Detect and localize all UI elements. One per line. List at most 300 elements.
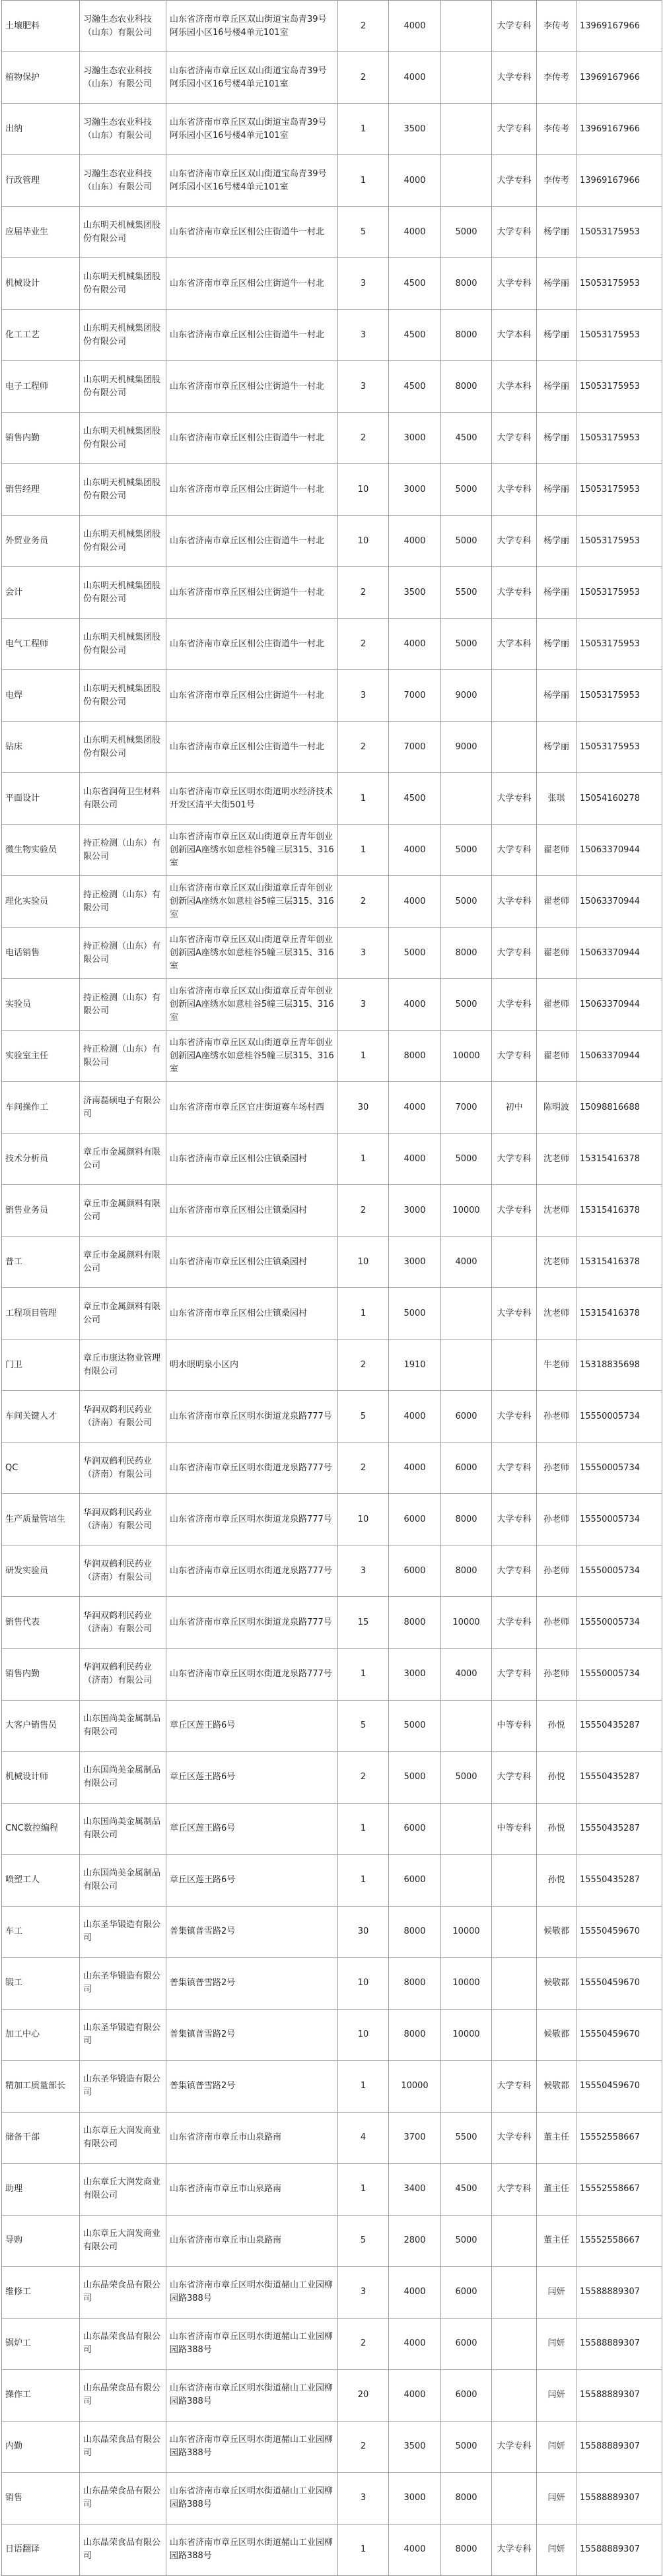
- contact-cell: 孙悦: [537, 1854, 576, 1906]
- salary-max-cell: 9000: [441, 722, 492, 773]
- table-row: [2, 2524, 662, 2575]
- address-cell: 章丘区莲王路6号: [166, 1751, 338, 1803]
- contact-cell: 孙悦: [537, 1700, 576, 1751]
- address-cell: 山东省济南市章丘市山泉路南: [166, 2163, 338, 2215]
- phone-cell: 15550459670: [576, 2060, 662, 2112]
- salary-max-cell: 4000: [441, 1648, 492, 1700]
- salary-max-cell: 5000: [441, 979, 492, 1031]
- headcount-cell: 2: [338, 1442, 389, 1494]
- company-cell: 章丘市金属颜料有限公司: [80, 1288, 166, 1339]
- education-cell: 大学专科: [492, 1134, 537, 1185]
- headcount-cell: 3: [338, 310, 389, 361]
- salary-min-cell: 4000: [389, 619, 441, 670]
- education-cell: [492, 2009, 537, 2060]
- contact-cell: 孙老师: [537, 1648, 576, 1700]
- salary-min-cell: 6000: [389, 1545, 441, 1597]
- company-cell: 山东国尚美金属制品有限公司: [80, 1803, 166, 1854]
- table-row: [2, 670, 662, 722]
- headcount-cell: 5: [338, 2215, 389, 2266]
- headcount-cell: 5: [338, 1391, 389, 1442]
- company-cell: 华润双鹤利民药业（济南）有限公司: [80, 1597, 166, 1648]
- phone-cell: 13969167966: [576, 155, 662, 207]
- table-row: [2, 928, 662, 979]
- company-cell: 济南磊硕电子有限公司: [80, 1082, 166, 1134]
- contact-cell: 闫妍: [537, 2266, 576, 2318]
- phone-cell: 15098816688: [576, 1082, 662, 1134]
- phone-cell: 15053175953: [576, 207, 662, 258]
- company-cell: 山东明天机械集团股份有限公司: [80, 722, 166, 773]
- job-title-cell: 销售代表: [2, 1597, 80, 1648]
- contact-cell: 杨学丽: [537, 361, 576, 413]
- salary-max-cell: 5000: [441, 2421, 492, 2472]
- address-cell: 山东省济南市章丘区相公庄镇桑园村: [166, 1288, 338, 1339]
- address-cell: 山东省济南市章丘区相公庄镇桑园村: [166, 1185, 338, 1237]
- headcount-cell: 5: [338, 207, 389, 258]
- phone-cell: 15550435287: [576, 1751, 662, 1803]
- phone-cell: 15053175953: [576, 619, 662, 670]
- salary-max-cell: 6000: [441, 2369, 492, 2421]
- job-title-cell: 锻工: [2, 1957, 80, 2009]
- address-cell: 山东省济南市章丘区相公庄街道牛一村北: [166, 258, 338, 310]
- table-row: [2, 876, 662, 928]
- salary-max-cell: 8000: [441, 1545, 492, 1597]
- phone-cell: 13969167966: [576, 104, 662, 155]
- company-cell: 山东章丘大润发商业有限公司: [80, 2215, 166, 2266]
- company-cell: 习瀚生态农业科技（山东）有限公司: [80, 52, 166, 104]
- address-cell: 山东省济南市章丘区明水街道龙泉路777号: [166, 1391, 338, 1442]
- job-title-cell: 电子工程师: [2, 361, 80, 413]
- headcount-cell: 10: [338, 1957, 389, 2009]
- salary-max-cell: 7000: [441, 1082, 492, 1134]
- phone-cell: 15550435287: [576, 1803, 662, 1854]
- table-row: [2, 1494, 662, 1545]
- phone-cell: 15315416378: [576, 1237, 662, 1288]
- table-row: [2, 464, 662, 516]
- salary-min-cell: 4000: [389, 1082, 441, 1134]
- company-cell: 章丘市金属颜料有限公司: [80, 1134, 166, 1185]
- salary-max-cell: 4500: [441, 413, 492, 464]
- job-title-cell: 车工: [2, 1906, 80, 1957]
- salary-min-cell: 3000: [389, 1237, 441, 1288]
- company-cell: 山东晶荣食品有限公司: [80, 2524, 166, 2575]
- phone-cell: 15063370944: [576, 876, 662, 928]
- company-cell: 章丘市金属颜料有限公司: [80, 1237, 166, 1288]
- company-cell: 章丘市金属颜料有限公司: [80, 1185, 166, 1237]
- address-cell: 章丘区莲王路6号: [166, 1803, 338, 1854]
- salary-max-cell: [441, 155, 492, 207]
- address-cell: 山东省济南市章丘区相公庄街道牛一村北: [166, 207, 338, 258]
- address-cell: 山东省济南市章丘区明水街道赭山工业园柳园路388号: [166, 2369, 338, 2421]
- education-cell: 大学专科: [492, 1288, 537, 1339]
- education-cell: [492, 1854, 537, 1906]
- education-cell: 大学本科: [492, 310, 537, 361]
- company-cell: 习瀚生态农业科技（山东）有限公司: [80, 155, 166, 207]
- table-row: [2, 825, 662, 876]
- table-row: [2, 2266, 662, 2318]
- contact-cell: 翟老师: [537, 876, 576, 928]
- job-title-cell: 机械设计: [2, 258, 80, 310]
- phone-cell: 15550435287: [576, 1700, 662, 1751]
- contact-cell: 闫妍: [537, 2524, 576, 2575]
- contact-cell: 闫妍: [537, 2318, 576, 2369]
- contact-cell: 孙老师: [537, 1597, 576, 1648]
- headcount-cell: 1: [338, 1288, 389, 1339]
- education-cell: 中等专科: [492, 1700, 537, 1751]
- education-cell: [492, 2472, 537, 2524]
- education-cell: 大学专科: [492, 2421, 537, 2472]
- education-cell: 大学专科: [492, 876, 537, 928]
- education-cell: [492, 2369, 537, 2421]
- education-cell: 中等专科: [492, 1803, 537, 1854]
- education-cell: 大学专科: [492, 1545, 537, 1597]
- phone-cell: 15552558667: [576, 2112, 662, 2163]
- company-cell: 持正检测（山东）有限公司: [80, 928, 166, 979]
- table-row: [2, 2009, 662, 2060]
- contact-cell: 翟老师: [537, 1031, 576, 1082]
- salary-min-cell: 7000: [389, 670, 441, 722]
- salary-max-cell: 5000: [441, 464, 492, 516]
- salary-max-cell: 6000: [441, 2318, 492, 2369]
- address-cell: 山东省济南市章丘区相公庄街道牛一村北: [166, 722, 338, 773]
- salary-max-cell: 5000: [441, 516, 492, 567]
- headcount-cell: 2: [338, 876, 389, 928]
- salary-min-cell: 8000: [389, 2009, 441, 2060]
- table-row: [2, 1803, 662, 1854]
- job-title-cell: 喷塑工人: [2, 1854, 80, 1906]
- job-title-cell: 助理: [2, 2163, 80, 2215]
- contact-cell: 杨学丽: [537, 464, 576, 516]
- job-title-cell: 精加工质量部长: [2, 2060, 80, 2112]
- headcount-cell: 2: [338, 2318, 389, 2369]
- company-cell: 山东圣华锻造有限公司: [80, 2009, 166, 2060]
- salary-min-cell: 3700: [389, 2112, 441, 2163]
- company-cell: 华润双鹤利民药业（济南）有限公司: [80, 1545, 166, 1597]
- salary-min-cell: 3500: [389, 2421, 441, 2472]
- salary-max-cell: 10000: [441, 1597, 492, 1648]
- headcount-cell: 1: [338, 1031, 389, 1082]
- company-cell: 山东国尚美金属制品有限公司: [80, 1751, 166, 1803]
- salary-min-cell: 8000: [389, 1957, 441, 2009]
- job-title-cell: QC: [2, 1442, 80, 1494]
- phone-cell: 15550435287: [576, 1854, 662, 1906]
- company-cell: 华润双鹤利民药业（济南）有限公司: [80, 1648, 166, 1700]
- education-cell: 大学专科: [492, 52, 537, 104]
- salary-max-cell: [441, 1854, 492, 1906]
- job-title-cell: 电焊: [2, 670, 80, 722]
- job-title-cell: 实验室主任: [2, 1031, 80, 1082]
- salary-min-cell: 4000: [389, 2266, 441, 2318]
- headcount-cell: 4: [338, 2112, 389, 2163]
- table-row: [2, 310, 662, 361]
- headcount-cell: 3: [338, 928, 389, 979]
- headcount-cell: 1: [338, 104, 389, 155]
- phone-cell: 15550005734: [576, 1494, 662, 1545]
- contact-cell: 沈老师: [537, 1288, 576, 1339]
- company-cell: 持正检测（山东）有限公司: [80, 1031, 166, 1082]
- salary-min-cell: 8000: [389, 1597, 441, 1648]
- contact-cell: 李传考: [537, 1, 576, 52]
- company-cell: 山东晶荣食品有限公司: [80, 2369, 166, 2421]
- job-title-cell: 生产质量管培生: [2, 1494, 80, 1545]
- address-cell: 山东省济南市章丘区明水街道龙泉路777号: [166, 1442, 338, 1494]
- job-title-cell: 理化实验员: [2, 876, 80, 928]
- address-cell: 普集镇普雪路2号: [166, 2060, 338, 2112]
- salary-max-cell: 5500: [441, 567, 492, 619]
- table-body: [2, 1, 662, 2576]
- contact-cell: 候敬都: [537, 1957, 576, 2009]
- salary-max-cell: 10000: [441, 1906, 492, 1957]
- salary-min-cell: 4000: [389, 2318, 441, 2369]
- phone-cell: 15588889307: [576, 2266, 662, 2318]
- table-row: [2, 1751, 662, 1803]
- salary-max-cell: [441, 104, 492, 155]
- address-cell: 山东省济南市章丘区双山街道章丘青年创业创新园A座绣水如意桂谷5幢三层315、316室: [166, 1031, 338, 1082]
- contact-cell: 闫妍: [537, 2369, 576, 2421]
- phone-cell: 15552558667: [576, 2215, 662, 2266]
- salary-min-cell: 8000: [389, 1906, 441, 1957]
- headcount-cell: 1: [338, 2060, 389, 2112]
- job-title-cell: 导购: [2, 2215, 80, 2266]
- address-cell: 章丘区莲王路6号: [166, 1854, 338, 1906]
- salary-max-cell: 10000: [441, 1031, 492, 1082]
- education-cell: 大学专科: [492, 1442, 537, 1494]
- phone-cell: 15588889307: [576, 2369, 662, 2421]
- education-cell: [492, 1906, 537, 1957]
- address-cell: 普集镇普雪路2号: [166, 1957, 338, 2009]
- contact-cell: 翟老师: [537, 825, 576, 876]
- phone-cell: 15550005734: [576, 1597, 662, 1648]
- address-cell: 山东省济南市章丘区双山街道章丘青年创业创新园A座绣水如意桂谷5幢三层315、316室: [166, 979, 338, 1031]
- headcount-cell: 10: [338, 464, 389, 516]
- phone-cell: 15550459670: [576, 1957, 662, 2009]
- company-cell: 山东明天机械集团股份有限公司: [80, 516, 166, 567]
- headcount-cell: 3: [338, 2266, 389, 2318]
- address-cell: 山东省济南市章丘区明水街道赭山工业园柳园路388号: [166, 2524, 338, 2575]
- table-row: [2, 979, 662, 1031]
- education-cell: 大学专科: [492, 1391, 537, 1442]
- education-cell: 大学专科: [492, 825, 537, 876]
- address-cell: 山东省济南市章丘区相公庄镇桑园村: [166, 1134, 338, 1185]
- education-cell: [492, 2266, 537, 2318]
- phone-cell: 15550005734: [576, 1391, 662, 1442]
- contact-cell: 李传考: [537, 52, 576, 104]
- headcount-cell: 1: [338, 1803, 389, 1854]
- salary-min-cell: 6000: [389, 1854, 441, 1906]
- salary-max-cell: 5000: [441, 1134, 492, 1185]
- education-cell: 大学专科: [492, 928, 537, 979]
- phone-cell: 15063370944: [576, 979, 662, 1031]
- salary-min-cell: 4000: [389, 1134, 441, 1185]
- education-cell: 大学专科: [492, 2060, 537, 2112]
- education-cell: [492, 2318, 537, 2369]
- table-row: [2, 773, 662, 825]
- company-cell: 山东明天机械集团股份有限公司: [80, 361, 166, 413]
- table-row: [2, 413, 662, 464]
- job-title-cell: 机械设计师: [2, 1751, 80, 1803]
- address-cell: 山东省济南市章丘区明水街道龙泉路777号: [166, 1597, 338, 1648]
- table-row: [2, 2421, 662, 2472]
- table-row: [2, 1854, 662, 1906]
- contact-cell: 杨学丽: [537, 310, 576, 361]
- address-cell: 山东省济南市章丘区相公庄镇桑园村: [166, 1237, 338, 1288]
- address-cell: 山东省济南市章丘区相公庄街道牛一村北: [166, 516, 338, 567]
- headcount-cell: 3: [338, 1545, 389, 1597]
- table-row: [2, 1906, 662, 1957]
- salary-min-cell: 3500: [389, 567, 441, 619]
- phone-cell: 15315416378: [576, 1134, 662, 1185]
- headcount-cell: 2: [338, 619, 389, 670]
- salary-min-cell: 3500: [389, 104, 441, 155]
- salary-max-cell: 5500: [441, 2112, 492, 2163]
- salary-max-cell: [441, 1700, 492, 1751]
- education-cell: 大学专科: [492, 1648, 537, 1700]
- salary-max-cell: 5000: [441, 207, 492, 258]
- education-cell: 大学专科: [492, 979, 537, 1031]
- education-cell: 大学专科: [492, 1, 537, 52]
- education-cell: 大学专科: [492, 2163, 537, 2215]
- education-cell: 大学专科: [492, 464, 537, 516]
- salary-max-cell: 8000: [441, 1494, 492, 1545]
- phone-cell: 13969167966: [576, 1, 662, 52]
- address-cell: 山东省济南市章丘区双山街道章丘青年创业创新园A座绣水如意桂谷5幢三层315、316室: [166, 928, 338, 979]
- table-row: [2, 1957, 662, 2009]
- salary-min-cell: 4000: [389, 155, 441, 207]
- company-cell: 山东晶荣食品有限公司: [80, 2472, 166, 2524]
- contact-cell: 杨学丽: [537, 516, 576, 567]
- table-row: [2, 1185, 662, 1237]
- contact-cell: 沈老师: [537, 1237, 576, 1288]
- job-title-cell: 大客户销售员: [2, 1700, 80, 1751]
- table-row: [2, 722, 662, 773]
- address-cell: 山东省济南市章丘区相公庄街道牛一村北: [166, 464, 338, 516]
- headcount-cell: 1: [338, 773, 389, 825]
- job-title-cell: 销售业务员: [2, 1185, 80, 1237]
- education-cell: 大学本科: [492, 361, 537, 413]
- table-row: [2, 1339, 662, 1391]
- table-row: [2, 207, 662, 258]
- contact-cell: 杨学丽: [537, 722, 576, 773]
- education-cell: 大学专科: [492, 516, 537, 567]
- company-cell: 习瀚生态农业科技（山东）有限公司: [80, 104, 166, 155]
- job-title-cell: 出纳: [2, 104, 80, 155]
- table-row: [2, 361, 662, 413]
- company-cell: 山东章丘大润发商业有限公司: [80, 2112, 166, 2163]
- table-row: [2, 619, 662, 670]
- headcount-cell: 2: [338, 52, 389, 104]
- salary-max-cell: 5000: [441, 825, 492, 876]
- company-cell: 习瀚生态农业科技（山东）有限公司: [80, 1, 166, 52]
- contact-cell: 陈明波: [537, 1082, 576, 1134]
- salary-max-cell: 5000: [441, 619, 492, 670]
- salary-min-cell: 4000: [389, 516, 441, 567]
- contact-cell: 闫妍: [537, 2421, 576, 2472]
- company-cell: 山东圣华锻造有限公司: [80, 1957, 166, 2009]
- salary-max-cell: 4500: [441, 2163, 492, 2215]
- headcount-cell: 3: [338, 670, 389, 722]
- salary-min-cell: 6000: [389, 1803, 441, 1854]
- address-cell: 山东省济南市章丘区明水街道龙泉路777号: [166, 1648, 338, 1700]
- company-cell: 山东国尚美金属制品有限公司: [80, 1700, 166, 1751]
- address-cell: 山东省济南市章丘区相公庄街道牛一村北: [166, 670, 338, 722]
- job-title-cell: 工程项目管理: [2, 1288, 80, 1339]
- education-cell: 大学专科: [492, 258, 537, 310]
- contact-cell: 沈老师: [537, 1185, 576, 1237]
- company-cell: 华润双鹤利民药业（济南）有限公司: [80, 1391, 166, 1442]
- table-row: [2, 104, 662, 155]
- headcount-cell: 1: [338, 1134, 389, 1185]
- salary-min-cell: 4500: [389, 773, 441, 825]
- salary-max-cell: 10000: [441, 1957, 492, 2009]
- job-title-cell: 销售经理: [2, 464, 80, 516]
- company-cell: 华润双鹤利民药业（济南）有限公司: [80, 1442, 166, 1494]
- job-title-cell: 门卫: [2, 1339, 80, 1391]
- salary-min-cell: 1910: [389, 1339, 441, 1391]
- job-title-cell: 操作工: [2, 2369, 80, 2421]
- salary-min-cell: 4500: [389, 258, 441, 310]
- salary-min-cell: 5000: [389, 928, 441, 979]
- address-cell: 山东省济南市章丘区双山街道章丘青年创业创新园A座绣水如意桂谷5幢三层315、316室: [166, 876, 338, 928]
- company-cell: 山东圣华锻造有限公司: [80, 1906, 166, 1957]
- phone-cell: 15054160278: [576, 773, 662, 825]
- contact-cell: 翟老师: [537, 928, 576, 979]
- headcount-cell: 1: [338, 1854, 389, 1906]
- salary-min-cell: 4000: [389, 1442, 441, 1494]
- salary-min-cell: 4000: [389, 52, 441, 104]
- phone-cell: 15550005734: [576, 1648, 662, 1700]
- headcount-cell: 3: [338, 979, 389, 1031]
- education-cell: 大学本科: [492, 619, 537, 670]
- company-cell: 山东明天机械集团股份有限公司: [80, 207, 166, 258]
- salary-min-cell: 3000: [389, 1648, 441, 1700]
- address-cell: 山东省济南市章丘区相公庄街道牛一村北: [166, 567, 338, 619]
- company-cell: 山东明天机械集团股份有限公司: [80, 310, 166, 361]
- table-row: [2, 516, 662, 567]
- job-title-cell: 钻床: [2, 722, 80, 773]
- company-cell: 山东晶荣食品有限公司: [80, 2266, 166, 2318]
- salary-max-cell: 4000: [441, 1237, 492, 1288]
- address-cell: 山东省济南市章丘区双山街道宝岛青39号阿乐园小区16号楼4单元101室: [166, 1, 338, 52]
- contact-cell: 翟老师: [537, 979, 576, 1031]
- salary-min-cell: 5000: [389, 1288, 441, 1339]
- address-cell: 山东省济南市章丘区明水街道赭山工业园柳园路388号: [166, 2421, 338, 2472]
- salary-min-cell: 3000: [389, 464, 441, 516]
- table-row: [2, 52, 662, 104]
- salary-max-cell: 8000: [441, 310, 492, 361]
- table-row: [2, 2060, 662, 2112]
- salary-max-cell: [441, 1288, 492, 1339]
- table-row: [2, 1700, 662, 1751]
- company-cell: 持正检测（山东）有限公司: [80, 825, 166, 876]
- headcount-cell: 2: [338, 413, 389, 464]
- company-cell: 山东明天机械集团股份有限公司: [80, 413, 166, 464]
- job-title-cell: 微生物实验员: [2, 825, 80, 876]
- phone-cell: 15588889307: [576, 2524, 662, 2575]
- education-cell: 大学专科: [492, 155, 537, 207]
- table-row: [2, 567, 662, 619]
- contact-cell: 孙老师: [537, 1545, 576, 1597]
- salary-max-cell: 8000: [441, 2524, 492, 2575]
- company-cell: 山东明天机械集团股份有限公司: [80, 258, 166, 310]
- salary-max-cell: 5000: [441, 1751, 492, 1803]
- table-row: [2, 1237, 662, 1288]
- salary-min-cell: 4500: [389, 361, 441, 413]
- job-title-cell: 会计: [2, 567, 80, 619]
- address-cell: 山东省济南市章丘区明水街道赭山工业园柳园路388号: [166, 2472, 338, 2524]
- phone-cell: 15063370944: [576, 1031, 662, 1082]
- contact-cell: 董主任: [537, 2215, 576, 2266]
- salary-min-cell: 3000: [389, 413, 441, 464]
- contact-cell: 孙老师: [537, 1391, 576, 1442]
